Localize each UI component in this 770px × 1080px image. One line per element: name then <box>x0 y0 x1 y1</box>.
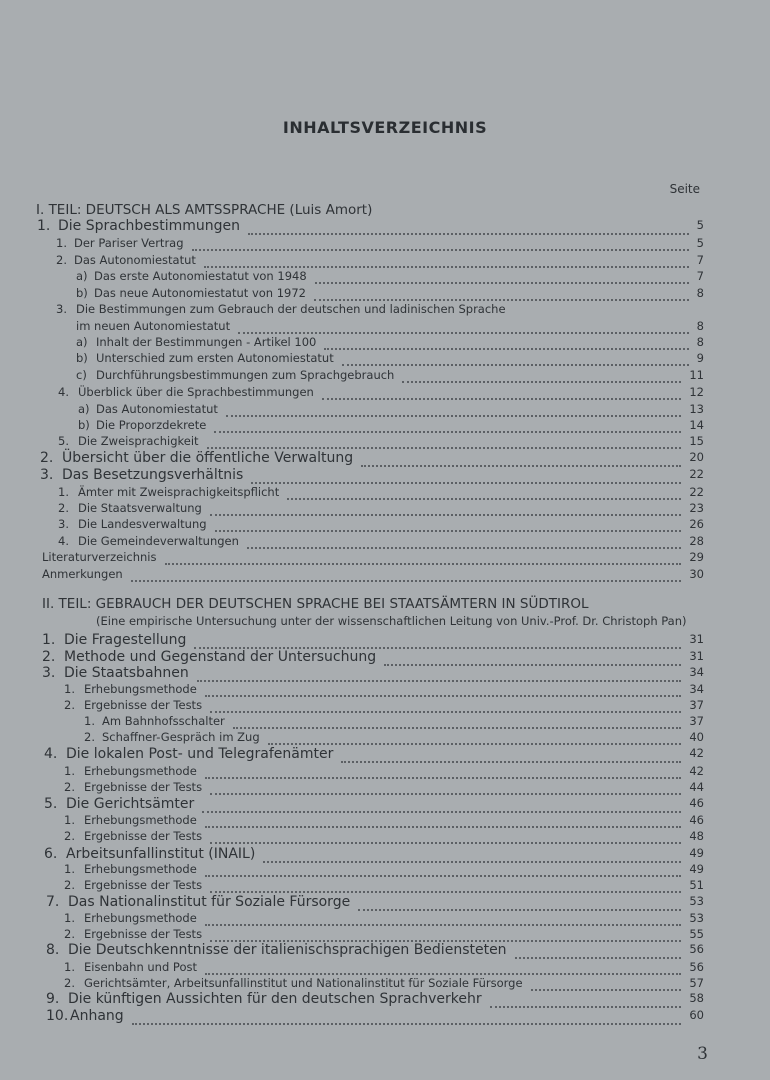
toc-entry-title: Die Zweisprachigkeit <box>78 434 199 448</box>
toc-entry-number: c) <box>76 368 87 382</box>
toc-entry-title: Das Besetzungsverhältnis <box>62 467 244 483</box>
toc-entry-title: Ergebnisse der Tests <box>84 829 203 843</box>
toc-entry <box>0 764 770 781</box>
toc-entry-number: a) <box>76 335 88 349</box>
toc-entry-number: 2. <box>64 976 75 990</box>
toc-entry-title: Die Gerichtsämter <box>66 796 195 812</box>
leader-dots <box>205 875 681 877</box>
toc-entry <box>0 302 770 319</box>
toc-entry <box>0 434 770 451</box>
leader-dots <box>341 761 681 763</box>
toc-entry-page: 53 <box>689 894 704 908</box>
toc-entry-title: Die Fragestellung <box>64 632 187 648</box>
toc-entry-title: Inhalt der Bestimmungen - Artikel 100 <box>96 335 317 349</box>
toc-entry-title: Die künftigen Aussichten für den deutschen Sprachverkehr <box>68 991 482 1007</box>
toc-entry <box>0 218 770 237</box>
toc-entry <box>0 960 770 977</box>
toc-entry-page: 8 <box>696 286 704 300</box>
toc-entry-title: Gerichtsämter, Arbeitsunfallinstitut und Nationalinstitut für Soziale Fürsorge <box>84 976 523 990</box>
toc-entry-number: b) <box>78 418 90 432</box>
toc-entry <box>0 418 770 435</box>
toc-entry-page: 60 <box>689 1008 704 1022</box>
toc-entry-title: Ergebnisse der Tests <box>84 878 203 892</box>
toc-entry-page: 7 <box>696 253 704 267</box>
leader-dots <box>226 415 681 417</box>
toc-entry-page: 8 <box>696 319 704 333</box>
toc-entry-title: Die Bestimmungen zum Gebrauch der deutschen und ladinischen Sprache <box>76 302 506 316</box>
leader-dots <box>248 233 689 235</box>
toc-entry-page: 31 <box>689 649 704 663</box>
toc-entry-number: b) <box>76 351 88 365</box>
toc-entry-title: Eisenbahn und Post <box>84 960 197 974</box>
toc-entry-page: 51 <box>689 878 704 892</box>
toc-entry-title: im neuen Autonomiestatut <box>76 319 231 333</box>
toc-entry-number: 1. <box>56 236 67 250</box>
leader-dots <box>233 727 681 729</box>
toc-entry-title: Literaturverzeichnis <box>42 550 157 564</box>
toc-entry-page: 56 <box>689 960 704 974</box>
toc-entry <box>0 501 770 518</box>
toc-entry <box>0 368 770 385</box>
toc-entry-title: Die Proporzdekrete <box>96 418 207 432</box>
toc-entry <box>0 335 770 352</box>
toc-entry-page: 55 <box>689 927 704 941</box>
toc-entry-number: 6. <box>44 846 58 862</box>
leader-dots <box>192 249 689 251</box>
toc-entry-number: 3. <box>42 665 56 681</box>
toc-entry <box>0 780 770 797</box>
toc-entry-page: 5 <box>696 218 704 232</box>
toc-entry <box>0 286 770 303</box>
toc-entry-page: 13 <box>689 402 704 416</box>
toc-entry-page: 37 <box>689 714 704 728</box>
toc-entry-title: Der Pariser Vertrag <box>74 236 184 250</box>
leader-dots <box>205 695 681 697</box>
leader-dots <box>287 498 681 500</box>
toc-entry <box>0 485 770 502</box>
toc-entry-number: 3. <box>40 467 54 483</box>
toc-entry-title: Die lokalen Post- und Telegrafenämter <box>66 746 334 762</box>
toc-entry-title: Die Gemeindeverwaltungen <box>78 534 239 548</box>
toc-entry-title: Das Autonomiestatut <box>74 253 196 267</box>
toc-entry-page: 42 <box>689 746 704 760</box>
toc-entry-number: 1. <box>84 714 95 728</box>
toc-entry-title: Überblick über die Sprachbestimmungen <box>78 385 314 399</box>
leader-dots <box>324 348 689 350</box>
toc-entry-title: Schaffner-Gespräch im Zug <box>102 730 260 744</box>
toc-entry-page: 37 <box>689 698 704 712</box>
leader-dots <box>205 826 681 828</box>
toc-entry-title: Das erste Autonomiestatut von 1948 <box>94 269 307 283</box>
toc-entry <box>0 236 770 253</box>
toc-entry-title: Anmerkungen <box>42 567 123 581</box>
toc-entry-page: 49 <box>689 846 704 860</box>
toc-entry-page: 7 <box>696 269 704 283</box>
toc-entry-title: Durchführungsbestimmungen zum Sprachgebrauch <box>96 368 395 382</box>
toc-entry-page: 53 <box>689 911 704 925</box>
toc-entry-number: 3. <box>56 302 67 316</box>
leader-dots <box>205 973 681 975</box>
toc-entry <box>0 534 770 551</box>
toc-entry-number: 8. <box>46 942 60 958</box>
toc-entry-title: Erhebungsmethode <box>84 764 197 778</box>
toc-entry-number: b) <box>76 286 88 300</box>
toc-entry-page: 29 <box>689 550 704 564</box>
leader-dots <box>515 957 681 959</box>
toc-entry-number: 7. <box>46 894 60 910</box>
toc-entry-page: 42 <box>689 764 704 778</box>
toc-entry <box>0 385 770 402</box>
toc-entry-number: 5. <box>44 796 58 812</box>
leader-dots <box>215 530 681 532</box>
toc-entry-title: Unterschied zum ersten Autonomiestatut <box>96 351 334 365</box>
toc-entry-page: 12 <box>689 385 704 399</box>
toc-entry-title: Das Nationalinstitut für Soziale Fürsorge <box>68 894 351 910</box>
leader-dots <box>314 299 689 301</box>
leader-dots <box>238 332 689 334</box>
toc-entry-title: Das Autonomiestatut <box>96 402 218 416</box>
leader-dots <box>210 711 681 713</box>
part1-heading: I. TEIL: DEUTSCH ALS AMTSSPRACHE (Luis Amort) <box>36 202 373 218</box>
leader-dots <box>402 381 681 383</box>
toc-entry-page: 57 <box>689 976 704 990</box>
toc-entry-page: 58 <box>689 991 704 1005</box>
toc-entry <box>0 567 770 584</box>
toc-entry-number: 2. <box>84 730 95 744</box>
toc-entry <box>0 550 770 567</box>
leader-dots <box>315 282 689 284</box>
toc-entry-page: 28 <box>689 534 704 548</box>
toc-entry <box>0 1008 770 1027</box>
leader-dots <box>322 398 681 400</box>
toc-entry <box>0 746 770 765</box>
toc-entry-title: Arbeitsunfallinstitut (INAIL) <box>66 846 256 862</box>
toc-entry <box>0 402 770 419</box>
toc-entry-page: 11 <box>689 368 704 382</box>
leader-dots <box>210 793 681 795</box>
toc-entry-number: 1. <box>64 911 75 925</box>
toc-entry <box>0 467 770 486</box>
leader-dots <box>210 842 681 844</box>
toc-entry-title: Anhang <box>70 1008 124 1024</box>
part2-heading: II. TEIL: GEBRAUCH DER DEUTSCHEN SPRACHE BEI STAATSÄMTERN IN SÜDTIROL <box>42 596 589 612</box>
toc-entry-number: 2. <box>40 450 54 466</box>
toc-entry-number: 1. <box>64 813 75 827</box>
toc-entry <box>0 319 770 336</box>
toc-entry-page: 40 <box>689 730 704 744</box>
toc-entry-number: 3. <box>58 517 69 531</box>
toc-entry-page: 46 <box>689 813 704 827</box>
toc-entry-title: Ergebnisse der Tests <box>84 698 203 712</box>
toc-entry-page: 20 <box>689 450 704 464</box>
toc-entry-page: 49 <box>689 862 704 876</box>
toc-entry-title: Ergebnisse der Tests <box>84 780 203 794</box>
toc-entry-number: 2. <box>64 698 75 712</box>
toc-entry-page: 26 <box>689 517 704 531</box>
toc-entry-number: 2. <box>56 253 67 267</box>
toc-entry-number: 2. <box>64 927 75 941</box>
toc-entry-number: 1. <box>64 764 75 778</box>
leader-dots <box>204 266 689 268</box>
toc-entry-number: a) <box>78 402 90 416</box>
toc-entry-number: 4. <box>58 534 69 548</box>
toc-entry-title: Die Deutschkenntnisse der italienischsprachigen Bediensteten <box>68 942 507 958</box>
toc-entry-number: a) <box>76 269 88 283</box>
toc-entry-page: 34 <box>689 665 704 679</box>
leader-dots <box>131 580 681 582</box>
toc-entry-page: 8 <box>696 335 704 349</box>
toc-entry-page: 22 <box>689 467 704 481</box>
leader-dots <box>205 924 681 926</box>
toc-entry <box>0 714 770 731</box>
toc-entry-number: 5. <box>58 434 69 448</box>
toc-entry <box>0 730 770 747</box>
toc-entry <box>0 517 770 534</box>
leader-dots <box>342 364 689 366</box>
toc-entry-number: 2. <box>64 829 75 843</box>
toc-entry-number: 2. <box>58 501 69 515</box>
leader-dots <box>207 447 681 449</box>
leader-dots <box>132 1023 681 1025</box>
toc-entry <box>0 878 770 895</box>
toc-entry <box>0 942 770 961</box>
toc-entry-number: 10. <box>46 1008 69 1024</box>
leader-dots <box>210 891 681 893</box>
toc-entry-page: 23 <box>689 501 704 515</box>
leader-dots <box>214 431 681 433</box>
toc-entry <box>0 682 770 699</box>
toc-entry-number: 1. <box>42 632 56 648</box>
toc-entry-title: Die Sprachbestimmungen <box>58 218 240 234</box>
toc-entry <box>0 253 770 270</box>
toc-entry-page: 48 <box>689 829 704 843</box>
toc-entry-page: 9 <box>696 351 704 365</box>
toc-entry-number: 9. <box>46 991 60 1007</box>
toc-entry-number: 2. <box>64 780 75 794</box>
leader-dots <box>247 547 681 549</box>
leader-dots <box>165 563 681 565</box>
toc-entry-page: 14 <box>689 418 704 432</box>
toc-entry-title: Die Landesverwaltung <box>78 517 207 531</box>
toc-entry-page: 31 <box>689 632 704 646</box>
toc-entry <box>0 911 770 928</box>
toc-entry-page: 56 <box>689 942 704 956</box>
page-title: INHALTSVERZEICHNIS <box>282 118 488 137</box>
toc-entry-number: 2. <box>64 878 75 892</box>
toc-entry <box>0 813 770 830</box>
toc-entry-page: 5 <box>696 236 704 250</box>
toc-entry-page: 30 <box>689 567 704 581</box>
toc-entry <box>0 862 770 879</box>
toc-entry-page: 22 <box>689 485 704 499</box>
toc-entry-title: Das neue Autonomiestatut von 1972 <box>94 286 306 300</box>
toc-entry-title: Die Staatsverwaltung <box>78 501 202 515</box>
toc-entry-number: 1. <box>64 862 75 876</box>
toc-entry-title: Am Bahnhofsschalter <box>102 714 225 728</box>
leader-dots <box>205 777 681 779</box>
toc-entry-number: 1. <box>64 682 75 696</box>
toc-entry-number: 1. <box>58 485 69 499</box>
toc-entry-title: Erhebungsmethode <box>84 862 197 876</box>
part2-subheading: (Eine empirische Untersuchung unter der wissenschaftlichen Leitung von Univ.-Prof. Dr. Christoph Pan) <box>96 614 687 628</box>
toc-entry-number: 1. <box>64 960 75 974</box>
toc-entry-title: Ämter mit Zweisprachigkeitspflicht <box>78 485 280 499</box>
toc-entry-page: 46 <box>689 796 704 810</box>
toc-entry <box>0 351 770 368</box>
toc-entry-title: Die Staatsbahnen <box>64 665 189 681</box>
toc-entry-title: Erhebungsmethode <box>84 682 197 696</box>
toc-entry-page: 34 <box>689 682 704 696</box>
leader-dots <box>268 743 681 745</box>
toc-entry-number: 4. <box>58 385 69 399</box>
toc-entry-title: Ergebnisse der Tests <box>84 927 203 941</box>
toc-entry <box>0 829 770 846</box>
toc-entry-title: Methode und Gegenstand der Untersuchung <box>64 649 377 665</box>
toc-entry-page: 15 <box>689 434 704 448</box>
toc-entry <box>0 698 770 715</box>
toc-entry-number: 4. <box>44 746 58 762</box>
toc-entry-title: Übersicht über die öffentliche Verwaltung <box>62 450 354 466</box>
toc-entry <box>0 269 770 286</box>
page-number: 3 <box>697 1044 708 1064</box>
toc-entry-number: 2. <box>42 649 56 665</box>
leader-dots <box>251 482 681 484</box>
toc-entry-title: Erhebungsmethode <box>84 813 197 827</box>
toc-entry-title: Erhebungsmethode <box>84 911 197 925</box>
toc-entry-page: 44 <box>689 780 704 794</box>
leader-dots <box>210 514 681 516</box>
seite-label: Seite <box>669 182 700 196</box>
toc-entry-number: 1. <box>37 218 51 234</box>
